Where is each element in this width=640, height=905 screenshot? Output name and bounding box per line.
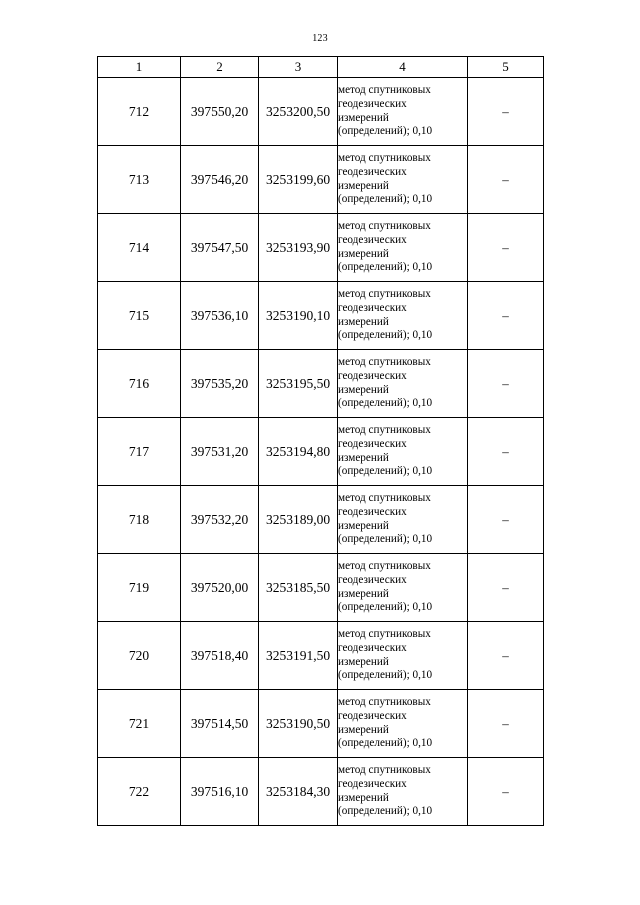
table-header-row xyxy=(98,57,544,78)
cell-point-number: 720 xyxy=(98,622,181,690)
cell-coordinate-y: 3253194,80 xyxy=(259,418,338,486)
table-row xyxy=(98,554,544,622)
method-line: (определений); 0,10 xyxy=(338,329,433,342)
method-line: метод спутниковых xyxy=(338,151,431,164)
column-header-5: 5 xyxy=(468,57,544,78)
cell-coordinate-y: 3253185,50 xyxy=(259,554,338,622)
cell-coordinate-x: 397520,00 xyxy=(181,554,259,622)
method-line: метод спутниковых xyxy=(338,355,431,368)
method-line: измерений xyxy=(338,723,389,736)
cell-point-number: 716 xyxy=(98,350,181,418)
coordinates-table xyxy=(97,56,544,826)
cell-method-description xyxy=(338,78,468,146)
method-line: (определений); 0,10 xyxy=(338,533,433,546)
cell-description: – xyxy=(468,418,544,486)
method-line: измерений xyxy=(338,587,389,600)
method-line: геодезических xyxy=(338,641,407,654)
method-line: измерений xyxy=(338,519,389,532)
cell-description: – xyxy=(468,690,544,758)
method-line: измерений xyxy=(338,111,389,124)
cell-method-description xyxy=(338,214,468,282)
method-line: геодезических xyxy=(338,301,407,314)
method-line: метод спутниковых xyxy=(338,423,431,436)
cell-method-description xyxy=(338,282,468,350)
cell-coordinate-y: 3253191,50 xyxy=(259,622,338,690)
method-line: измерений xyxy=(338,451,389,464)
cell-coordinate-x: 397531,20 xyxy=(181,418,259,486)
method-line: (определений); 0,10 xyxy=(338,193,433,206)
cell-coordinate-x: 397532,20 xyxy=(181,486,259,554)
method-line: (определений); 0,10 xyxy=(338,465,433,478)
cell-coordinate-y: 3253184,30 xyxy=(259,758,338,826)
cell-coordinate-x: 397536,10 xyxy=(181,282,259,350)
table-row xyxy=(98,690,544,758)
method-line: (определений); 0,10 xyxy=(338,261,433,274)
method-line: метод спутниковых xyxy=(338,287,431,300)
cell-method-description xyxy=(338,758,468,826)
cell-method-description xyxy=(338,350,468,418)
table-row xyxy=(98,146,544,214)
method-line: геодезических xyxy=(338,573,407,586)
method-line: геодезических xyxy=(338,233,407,246)
table-row xyxy=(98,758,544,826)
cell-method-description xyxy=(338,146,468,214)
method-line: геодезических xyxy=(338,777,407,790)
method-line: измерений xyxy=(338,383,389,396)
method-line: (определений); 0,10 xyxy=(338,125,433,138)
cell-coordinate-x: 397550,20 xyxy=(181,78,259,146)
cell-coordinate-y: 3253190,50 xyxy=(259,690,338,758)
method-line: геодезических xyxy=(338,369,407,382)
column-header-1: 1 xyxy=(98,57,181,78)
cell-description: – xyxy=(468,486,544,554)
cell-method-description xyxy=(338,554,468,622)
method-line: геодезических xyxy=(338,505,407,518)
table-row xyxy=(98,622,544,690)
cell-point-number: 717 xyxy=(98,418,181,486)
method-line: (определений); 0,10 xyxy=(338,805,433,818)
cell-coordinate-y: 3253199,60 xyxy=(259,146,338,214)
table-header xyxy=(98,57,544,78)
cell-method-description xyxy=(338,622,468,690)
method-line: (определений); 0,10 xyxy=(338,601,433,614)
cell-description: – xyxy=(468,282,544,350)
cell-coordinate-x: 397518,40 xyxy=(181,622,259,690)
table-row xyxy=(98,418,544,486)
cell-coordinate-x: 397546,20 xyxy=(181,146,259,214)
cell-point-number: 715 xyxy=(98,282,181,350)
cell-method-description xyxy=(338,418,468,486)
cell-coordinate-y: 3253195,50 xyxy=(259,350,338,418)
table-row xyxy=(98,350,544,418)
method-line: метод спутниковых xyxy=(338,695,431,708)
cell-description: – xyxy=(468,622,544,690)
coordinates-table-container xyxy=(97,56,543,826)
column-header-3: 3 xyxy=(259,57,338,78)
cell-coordinate-x: 397547,50 xyxy=(181,214,259,282)
cell-point-number: 713 xyxy=(98,146,181,214)
method-line: геодезических xyxy=(338,97,407,110)
cell-point-number: 719 xyxy=(98,554,181,622)
method-line: измерений xyxy=(338,315,389,328)
cell-description: – xyxy=(468,758,544,826)
method-line: измерений xyxy=(338,655,389,668)
cell-point-number: 721 xyxy=(98,690,181,758)
method-line: измерений xyxy=(338,791,389,804)
method-line: геодезических xyxy=(338,437,407,450)
column-header-2: 2 xyxy=(181,57,259,78)
table-row xyxy=(98,486,544,554)
cell-point-number: 714 xyxy=(98,214,181,282)
cell-description: – xyxy=(468,78,544,146)
cell-coordinate-y: 3253200,50 xyxy=(259,78,338,146)
method-line: метод спутниковых xyxy=(338,83,431,96)
cell-coordinate-y: 3253193,90 xyxy=(259,214,338,282)
cell-coordinate-x: 397516,10 xyxy=(181,758,259,826)
method-line: (определений); 0,10 xyxy=(338,397,433,410)
cell-point-number: 718 xyxy=(98,486,181,554)
method-line: метод спутниковых xyxy=(338,219,431,232)
cell-coordinate-y: 3253190,10 xyxy=(259,282,338,350)
method-line: метод спутниковых xyxy=(338,627,431,640)
cell-description: – xyxy=(468,146,544,214)
column-header-4: 4 xyxy=(338,57,468,78)
cell-coordinate-x: 397514,50 xyxy=(181,690,259,758)
cell-description: – xyxy=(468,350,544,418)
cell-method-description xyxy=(338,486,468,554)
table-body xyxy=(98,78,544,826)
cell-point-number: 712 xyxy=(98,78,181,146)
page-number: 123 xyxy=(312,33,328,44)
method-line: (определений); 0,10 xyxy=(338,737,433,750)
method-line: измерений xyxy=(338,247,389,260)
method-line: геодезических xyxy=(338,709,407,722)
method-line: (определений); 0,10 xyxy=(338,669,433,682)
cell-coordinate-x: 397535,20 xyxy=(181,350,259,418)
cell-coordinate-y: 3253189,00 xyxy=(259,486,338,554)
cell-method-description xyxy=(338,690,468,758)
method-line: измерений xyxy=(338,179,389,192)
table-row xyxy=(98,282,544,350)
table-row xyxy=(98,78,544,146)
method-line: метод спутниковых xyxy=(338,763,431,776)
table-row xyxy=(98,214,544,282)
cell-point-number: 722 xyxy=(98,758,181,826)
cell-description: – xyxy=(468,214,544,282)
cell-description: – xyxy=(468,554,544,622)
method-line: метод спутниковых xyxy=(338,491,431,504)
method-line: метод спутниковых xyxy=(338,559,431,572)
method-line: геодезических xyxy=(338,165,407,178)
